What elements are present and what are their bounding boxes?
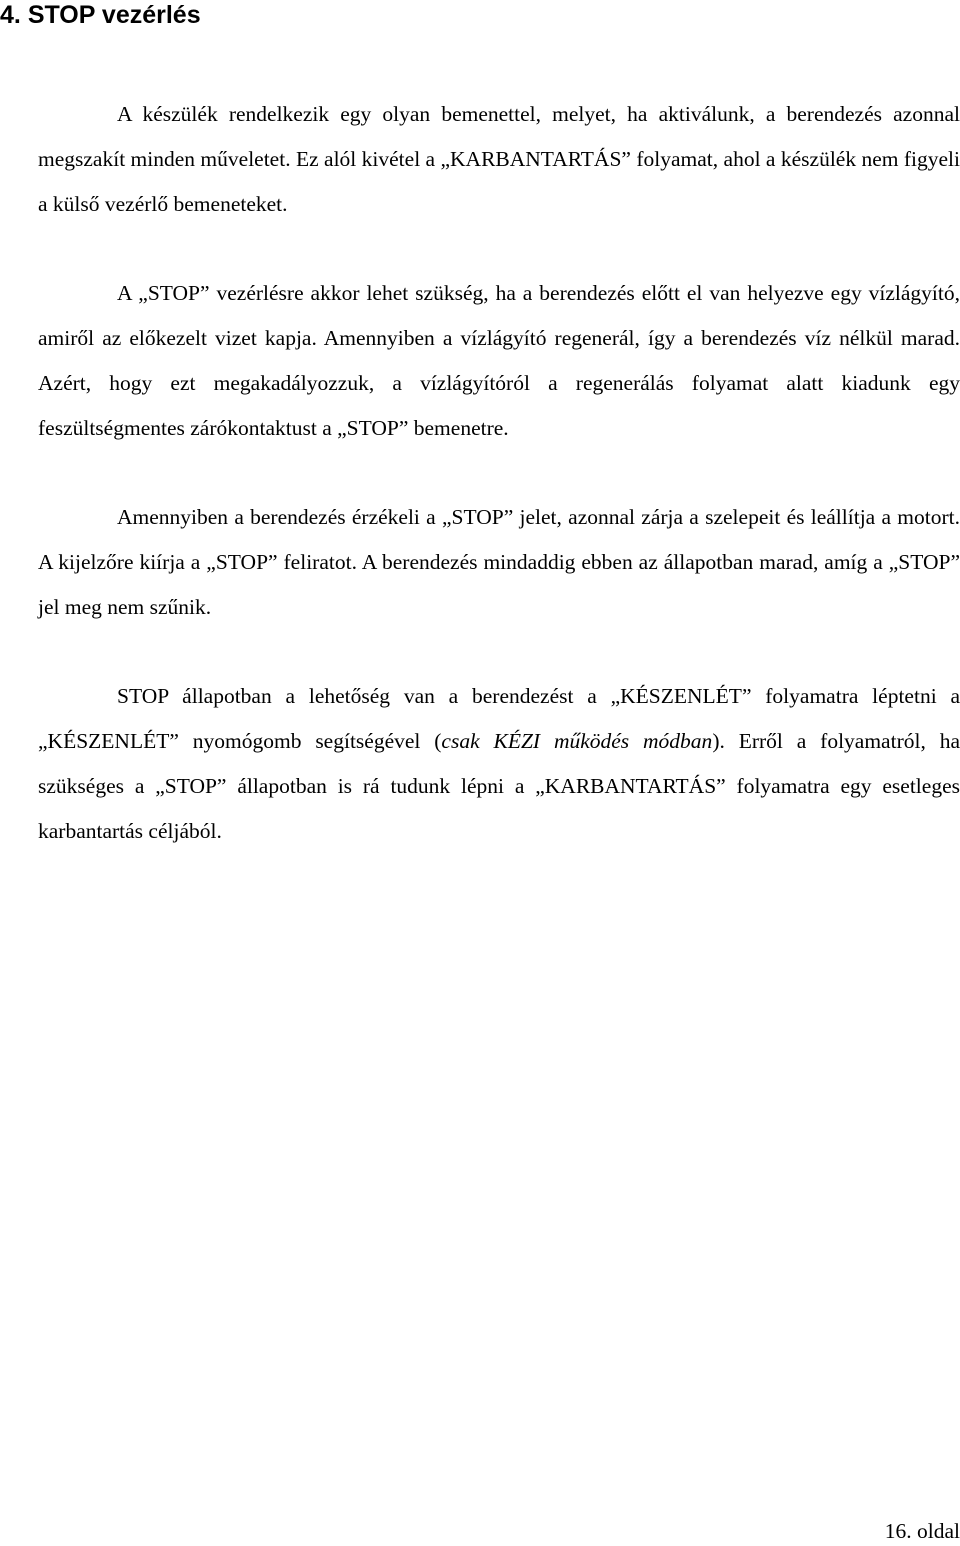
paragraph-4 <box>38 674 960 854</box>
section-heading <box>0 0 201 30</box>
paragraph-1: A készülék rendelkezik egy olyan bemenettel, melyet, ha aktiválunk, a berendezés azonnal megszakít minden műveletet. Ez alól kivétel a „KARBANTARTÁS” folyamat, ahol a készülék nem figyeli a külső vezérlő bemeneteket. <box>38 102 960 216</box>
paragraph-4-italic-note: csak KÉZI működés módban <box>441 729 713 753</box>
page-number: 16. oldal <box>884 1519 960 1543</box>
paragraph-2: A „STOP” vezérlésre akkor lehet szükség, ha a berendezés előtt el van helyezve egy vízlágyító, amiről az előkezelt vizet kapja. Amennyiben a vízlágyító regenerál, így a berendezés víz nélkül marad. Azért, hogy ezt megakadályozzuk, a vízlágyítóról a regenerálás folyamat alatt kiadunk egy feszültségmentes zárókontaktust a „STOP” bemenetre. <box>38 281 960 440</box>
body-text <box>38 92 960 854</box>
paragraph-3: Amennyiben a berendezés érzékeli a „STOP” jelet, azonnal zárja a szelepeit és leállítja a motort. A kijelzőre kiírja a „STOP” feliratot. A berendezés mindaddig ebben az állapotban marad, amíg a „STOP” jel meg nem szűnik. <box>38 505 960 619</box>
section-number: 4. <box>0 1 21 29</box>
paragraph-4-text-end: ). Erről a folyamatról, ha szükséges a „STOP” állapotban is rá tudunk lépni a „KARBANTARTÁS” folyamatra egy esetleges karbantartás céljából. <box>38 729 960 843</box>
paragraph-4-text-start: STOP állapotban a lehetőség van a berendezést a „KÉSZENLÉT” folyamatra léptetni a „KÉSZENLÉT” nyomógomb segítségével ( <box>38 684 960 753</box>
section-title: STOP vezérlés <box>27 1 201 29</box>
